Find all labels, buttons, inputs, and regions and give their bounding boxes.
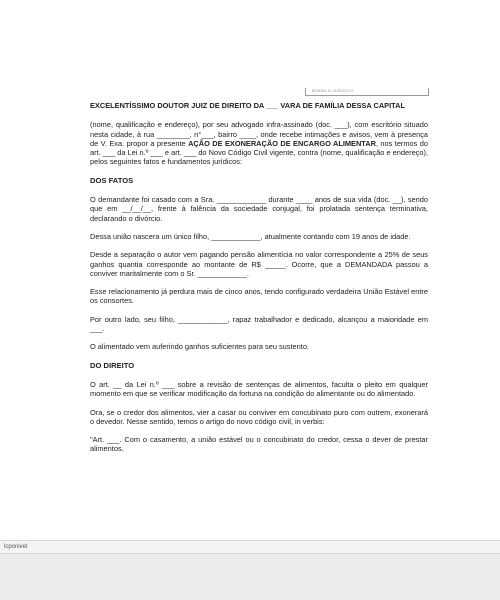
action-name: AÇÃO DE EXONERAÇÃO DE ENCARGO ALIMENTAR xyxy=(188,138,376,148)
header-stamp: MODELO JURIDICO xyxy=(305,88,429,96)
intro-text-end: , nos termos do art. ___ da Lei n.º ___ e art. ___ do Novo Código Civil vigente, contra (nome, qualificação e endereço), pelos seguintes fatos e fundamentos jurídicos: xyxy=(90,138,428,167)
facts-paragraph-5: Por outro lado, seu filho, ____________, rapaz trabalhador e dedicado, alcançou a maioridade em ___. xyxy=(90,314,428,334)
document-title: EXCELENTÍSSIMO DOUTOR JUIZ DE DIREITO DA ___ VARA DE FAMÍLIA DESSA CAPITAL xyxy=(90,101,405,110)
facts-paragraph-4: Esse relacionamento já perdura mais de cinco anos, tendo configurado verdadeira União Estável entre os consortes. xyxy=(90,287,428,306)
facts-paragraph-6: O alimentado vem auferindo ganhos suficientes para seu sustento. xyxy=(90,342,309,352)
law-paragraph-3: "Art. ___. Com o casamento, a união estável ou o concubinato do credor, cessa o dever de prestar alimentos. xyxy=(90,435,428,454)
facts-paragraph-3: Desde a separação o autor vem pagando pensão alimentícia no valor correspondente a 25% de seus ganhos quantia corresponde ao montante de R$ _____. Ocorre, que a DEMANDADA passou a conviver maritalmente com o Sr. ____________. xyxy=(90,250,428,278)
intro-paragraph xyxy=(90,120,428,166)
facts-paragraph-1: O demandante foi casado com a Sra. ____________ durante ____ anos de sua vida (doc. __), sendo que em __/__/__, frente à falência da sociedade conjugal, foi prolatada sentença terminativa, declarando o divórcio. xyxy=(90,195,428,223)
availability-label: lcponivel xyxy=(4,544,28,550)
document-body xyxy=(90,101,428,463)
facts-paragraph-2: Dessa união nascera um único filho, ____________, atualmente contando com 19 anos de idade. xyxy=(90,231,411,241)
intro-text-start: (nome, qualificação e endereço), por seu advogado infra-assinado (doc. ___), com escritório situado nesta cidade, à rua ________, n°___, bairro ____, onde recebe intimações e avisos, vem à presença de V. Exa. propor a presente xyxy=(90,120,428,148)
availability-bar xyxy=(0,540,500,554)
law-paragraph-2: Ora, se o credor dos alimentos, vier a casar ou conviver em concubinato puro com outrem, exonerará o devedor. Nesse sentido, temos o artigo do novo código civil, in verbis: xyxy=(90,407,428,426)
section-heading-law: DO DIREITO xyxy=(90,360,135,370)
section-heading-facts: DOS FATOS xyxy=(90,175,134,185)
law-paragraph-1: O art. __ da Lei n.º ___ sobre a revisão de sentenças de alimentos, faculta o pleito em qualquer momento em que se verificar modificação da fortuna na condição do alimentante ou do alimentado. xyxy=(90,379,428,399)
